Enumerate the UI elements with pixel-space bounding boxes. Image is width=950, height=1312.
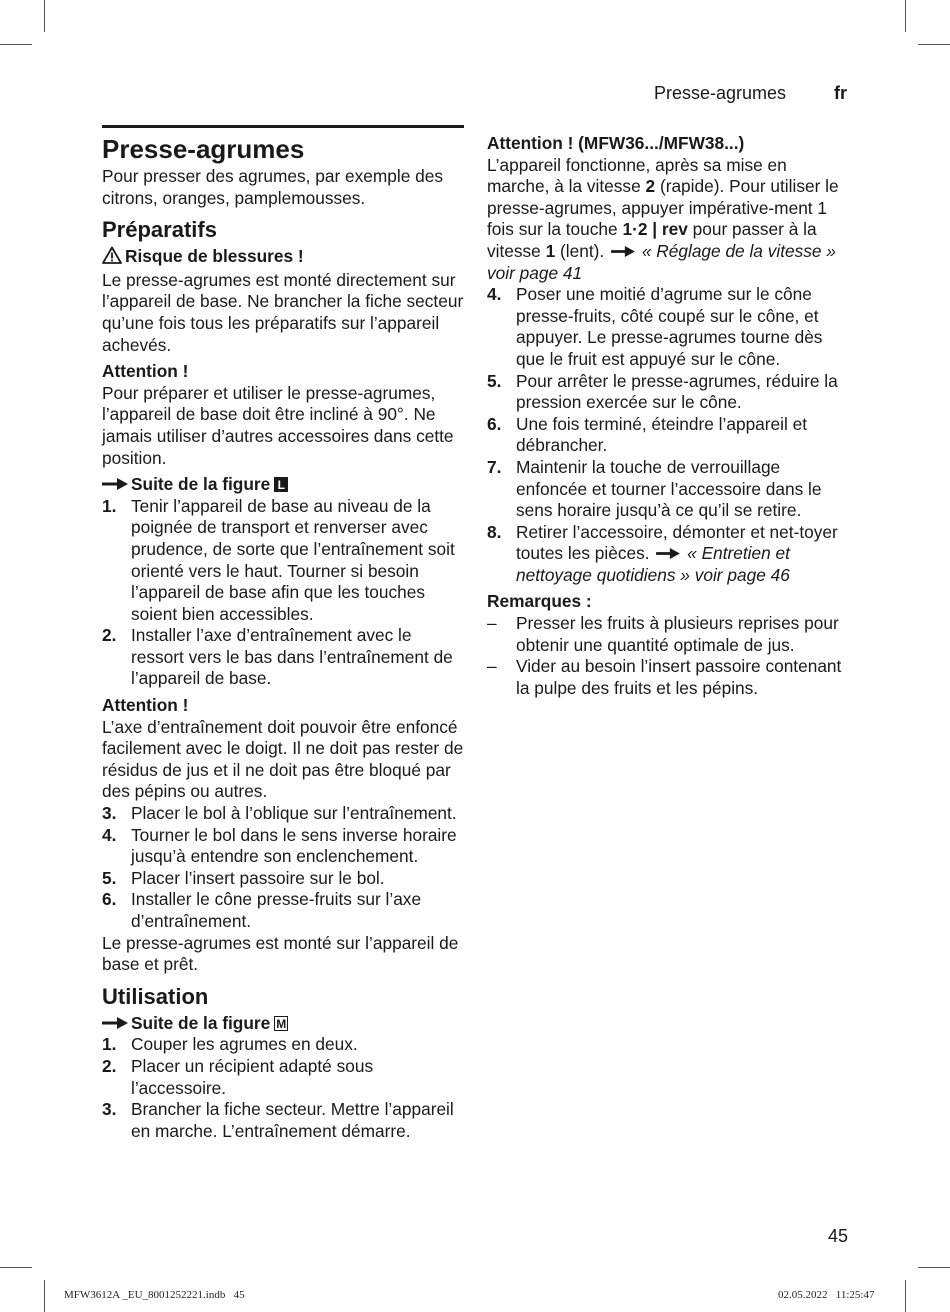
use-steps-list [102, 1034, 464, 1142]
step-item [102, 803, 464, 825]
remark-text: Presser les fruits à plusieurs reprises pour obtenir une quantité optimale de jus. [516, 613, 839, 655]
step-text-part: Retirer l’accessoire, démonter et net-toyer toutes les pièces. [516, 521, 838, 564]
step-number: 2. [102, 625, 117, 646]
attention-text: Pour préparer et utiliser le presse-agrumes, l’appareil de base doit être incliné à 90°. Ne jamais utiliser d’autres accessoires dans cette position. [102, 382, 454, 468]
arrow-right-icon [656, 543, 680, 565]
use-heading: Utilisation [102, 983, 209, 1009]
attention-text-part: pour passer à la vitesse [487, 219, 817, 261]
step-number: 1. [102, 495, 117, 516]
step-text: Brancher la fiche secteur. Mettre l’appareil en marche. L’entraînement démarre. [131, 1099, 454, 1141]
figure-reference-text: Suite de la figure [131, 474, 271, 495]
step-item [487, 284, 852, 370]
attention-title: Attention ! [102, 695, 189, 716]
step-item [102, 625, 464, 690]
arrow-right-icon [102, 474, 131, 496]
step-item [102, 496, 464, 626]
step-text: Placer le bol à l’oblique sur l’entraînement. [131, 803, 457, 824]
attention-text-part: L’appareil fonctionne, après sa mise en marche, à la vitesse [487, 154, 787, 197]
running-header-title: Presse-agrumes [654, 83, 787, 103]
remark-item [487, 613, 852, 656]
step-text: Une fois terminé, éteindre l’appareil et débrancher. [516, 413, 808, 456]
step-text: Placer un récipient adapté sous l’accessoire. [131, 1055, 374, 1098]
step-item [487, 522, 852, 587]
crop-mark [44, 1280, 45, 1312]
figure-reference [102, 1013, 464, 1035]
step-item [487, 414, 852, 457]
crop-mark [918, 1267, 950, 1268]
footer-file-info: MFW3612A _EU_8001252221.indb 45 [64, 1289, 245, 1301]
page-title: Presse-agrumes [102, 134, 305, 164]
step-item [102, 1056, 464, 1099]
warning-title-text: Risque de blessures ! [125, 246, 304, 267]
step-number: 3. [102, 803, 117, 824]
warning-title [102, 246, 464, 270]
crop-mark [44, 0, 45, 32]
step-number: 2. [102, 1055, 117, 1076]
step-item [487, 457, 852, 522]
step-item [487, 371, 852, 414]
prep-heading: Préparatifs [102, 217, 217, 243]
key-label: 1·2 | rev [622, 219, 688, 240]
bullet-dash: – [487, 656, 497, 677]
step-text: Couper les agrumes en deux. [131, 1034, 358, 1055]
step-text: Installer le cône presse-fruits sur l’axe d’entraînement. [131, 889, 422, 931]
remarks-list [487, 613, 852, 699]
intro-text: Pour presser des agrumes, par exemple des citrons, oranges, pamplemousses. [102, 166, 443, 208]
attention-text: L’axe d’entraînement doit pouvoir être enfoncé facilement avec le doigt. Il ne doit pas rester de résidus de jus et il ne doit pas être bloqué par des pépins ou autres. [102, 716, 464, 802]
footer-timestamp: 02.05.2022 11:25:47 [778, 1289, 875, 1301]
arrow-right-icon [102, 1013, 131, 1035]
attention-text [487, 155, 852, 285]
remarks-title: Remarques : [487, 591, 592, 612]
step-item [102, 889, 464, 932]
figure-letter-badge: L [274, 477, 288, 492]
figure-reference-text: Suite de la figure [131, 1012, 271, 1033]
bullet-dash: – [487, 613, 497, 634]
step-text: Tenir l’appareil de base au niveau de la poignée de transport et renverser avec prudence, de sorte que l’entraînement soit orienté vers le haut. Tourner si besoin l’appareil de base afin que les touches soient bien accessibles. [131, 495, 455, 624]
step-number: 8. [487, 521, 502, 542]
step-text: Maintenir la touche de verrouillage enfoncée et tourner l’accessoire dans le sens horaire jusqu’à ce qu’il se retire. [516, 456, 822, 521]
step-number: 4. [487, 284, 502, 305]
step-number: 3. [102, 1099, 117, 1120]
remark-item [487, 656, 852, 699]
steps-list-a [102, 496, 464, 690]
step-item [102, 1034, 464, 1056]
title-rule [102, 125, 464, 128]
warning-text: Le presse-agrumes est monté directement sur l’appareil de base. Ne brancher la fiche secteur qu’une fois tous les préparatifs sur l’appareil achevés. [102, 269, 464, 355]
step-item [102, 868, 464, 890]
warning-triangle-icon [102, 246, 122, 270]
left-column [102, 125, 464, 1142]
figure-reference [102, 474, 464, 496]
page-reference-link: « Entretien et nettoyage quotidiens » voir page 46 [516, 543, 790, 585]
remark-text: Vider au besoin l’insert passoire contenant la pulpe des fruits et les pépins. [516, 656, 842, 698]
attention-title: Attention ! (MFW36.../MFW38...) [487, 133, 745, 153]
figure-letter-badge: M [276, 1017, 287, 1032]
language-code: fr [834, 83, 847, 103]
step-number: 6. [487, 413, 502, 434]
right-column [487, 133, 852, 699]
step-item [102, 825, 464, 868]
step-text: Poser une moitié d’agrume sur le cône presse-fruits, côté coupé sur le cône, et appuyer. Le presse-agrumes tourne dès que le fruit est appuyé sur le cône. [516, 284, 823, 369]
step-number: 6. [102, 889, 117, 910]
attention-title: Attention ! [102, 361, 189, 382]
step-text: Tourner le bol dans le sens inverse horaire jusqu’à entendre son enclenchement. [131, 824, 457, 867]
crop-mark [905, 1280, 906, 1312]
step-text: Pour arrêter le presse-agrumes, réduire la pression exercée sur le cône. [516, 370, 838, 413]
step-number: 1. [102, 1034, 117, 1055]
step-number: 7. [487, 456, 502, 477]
attention-text-part: (rapide). Pour utiliser le presse-agrumes, appuyer impérative-ment 1 fois sur la touche [487, 176, 839, 240]
steps-list-b [102, 803, 464, 933]
arrow-right-icon [611, 241, 635, 263]
crop-mark [905, 0, 906, 32]
step-number: 5. [102, 867, 117, 888]
attention-text-part: (lent). [560, 240, 605, 261]
page-number: 45 [828, 1226, 849, 1246]
speed-value: 2 [645, 176, 656, 197]
speed-value: 1 [545, 240, 556, 261]
crop-mark [0, 44, 32, 45]
steps-list-right [487, 284, 852, 586]
crop-mark [0, 1267, 32, 1268]
crop-mark [918, 44, 950, 45]
step-text: Installer l’axe d’entraînement avec le ressort vers le bas dans l’entraînement de l’appareil de base. [131, 625, 453, 689]
step-text: Placer l’insert passoire sur le bol. [131, 867, 385, 888]
step-item [102, 1099, 464, 1142]
page-reference-link: « Réglage de la vitesse » voir page 41 [487, 240, 836, 283]
step-text [516, 522, 852, 587]
step-number: 5. [487, 370, 502, 391]
closing-text: Le presse-agrumes est monté sur l’appareil de base et prêt. [102, 932, 459, 975]
step-number: 4. [102, 824, 117, 845]
